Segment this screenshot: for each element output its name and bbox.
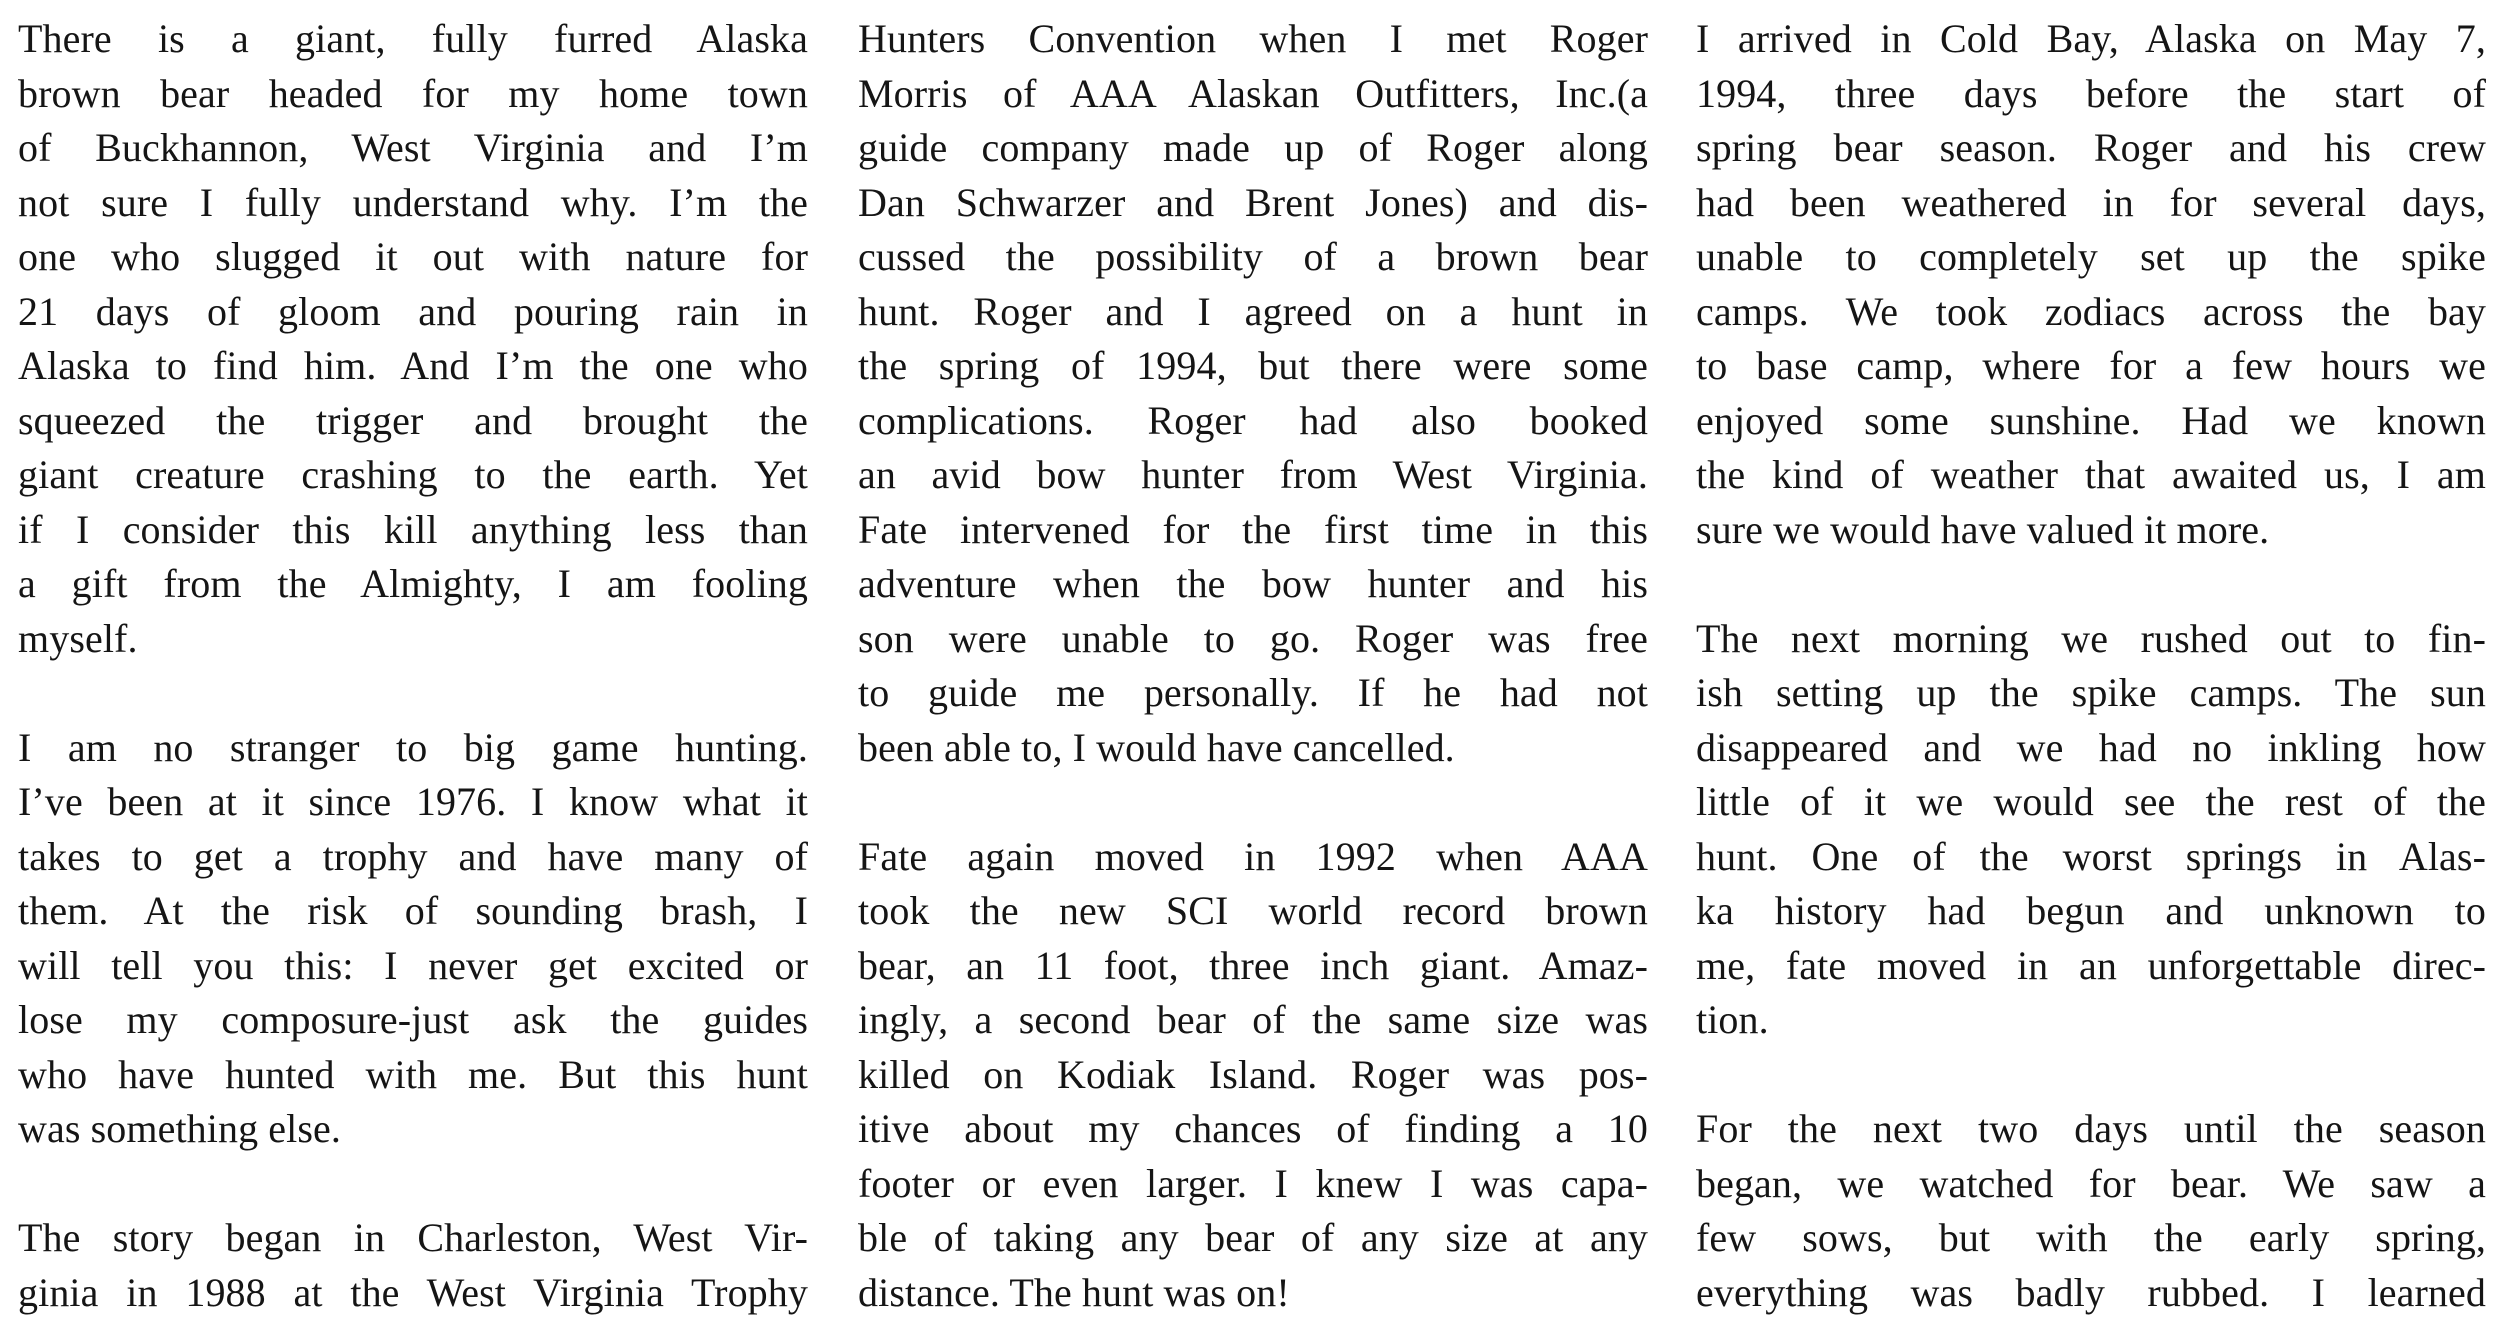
text-line: Alaska to find him. And I’m the one who <box>18 343 808 388</box>
text-line: ginia in 1988 at the West Virginia Trophy <box>18 1269 808 1315</box>
paragraph-gap <box>858 775 1648 830</box>
text-line: disappeared and we had no inkling how <box>1696 724 2486 770</box>
text-line: guide company made up of Roger along <box>858 125 1648 170</box>
text-line: took the new SCI world record brown <box>858 888 1648 933</box>
text-line: 21 days of gloom and pouring rain in <box>18 288 808 334</box>
text-line: one who slugged it out with nature for <box>18 234 808 279</box>
article-column-2 <box>858 12 1648 1332</box>
text-line: spring bear season. Roger and his crew <box>1696 125 2486 170</box>
article-column-1 <box>18 12 808 1332</box>
text-line: sure we would have valued it more. <box>1696 506 2270 552</box>
text-line: ish setting up the spike camps. The sun <box>1696 670 2486 715</box>
text-line: will tell you this: I never get excited or <box>18 942 808 988</box>
text-line: killed on Kodiak Island. Roger was pos- <box>858 1051 1648 1097</box>
text-line: giant creature crashing to the earth. Yet <box>18 452 808 497</box>
text-line: tion. <box>1696 997 1769 1042</box>
text-line: hunt. One of the worst springs in Alas- <box>1696 833 2486 879</box>
text-line: them. At the risk of sounding brash, I <box>18 888 808 933</box>
text-line: Dan Schwarzer and Brent Jones) and dis- <box>858 179 1648 225</box>
text-line: brown bear headed for my home town <box>18 70 808 116</box>
text-line: not sure I fully understand why. I’m the <box>18 179 808 225</box>
text-line: The next morning we rushed out to fin- <box>1696 615 2486 661</box>
text-line: I’ve been at it since 1976. I know what it <box>18 779 808 824</box>
text-line: complications. Roger had also booked <box>858 397 1648 443</box>
text-line: takes to get a trophy and have many of <box>18 833 808 879</box>
text-line: the spring of 1994, but there were some <box>858 343 1648 388</box>
text-line: son were unable to go. Roger was free <box>858 615 1648 661</box>
text-line: Morris of AAA Alaskan Outfitters, Inc.(a <box>858 70 1648 116</box>
text-line: little of it we would see the rest of the <box>1696 779 2486 824</box>
text-line: to guide me personally. If he had not <box>858 670 1648 715</box>
text-line: everything was badly rubbed. I learned <box>1696 1269 2486 1315</box>
text-line: There is a giant, fully furred Alaska <box>18 16 808 61</box>
text-line: myself. <box>18 615 138 661</box>
text-line: began, we watched for bear. We saw a <box>1696 1160 2486 1206</box>
text-line: I arrived in Cold Bay, Alaska on May 7, <box>1696 16 2486 61</box>
text-line: ingly, a second bear of the same size was <box>858 997 1648 1042</box>
text-line: been able to, I would have cancelled. <box>858 724 1455 770</box>
text-line: few sows, but with the early spring, <box>1696 1215 2486 1260</box>
text-line: of Buckhannon, West Virginia and I’m <box>18 125 808 170</box>
text-line: Hunters Convention when I met Roger <box>858 16 1648 61</box>
text-line: adventure when the bow hunter and his <box>858 561 1648 606</box>
text-line: ka history had begun and unknown to <box>1696 888 2486 933</box>
text-line: itive about my chances of finding a 10 <box>858 1106 1648 1151</box>
text-line: enjoyed some sunshine. Had we known <box>1696 397 2486 443</box>
text-line: an avid bow hunter from West Virginia. <box>858 452 1648 497</box>
text-line: cussed the possibility of a brown bear <box>858 234 1648 279</box>
text-line: a gift from the Almighty, I am fooling <box>18 561 808 606</box>
text-line: hunt. Roger and I agreed on a hunt in <box>858 288 1648 334</box>
text-line: distance. The hunt was on! <box>858 1269 1290 1315</box>
text-line: The story began in Charleston, West Vir- <box>18 1215 808 1260</box>
text-line: footer or even larger. I knew I was capa- <box>858 1160 1648 1206</box>
text-line: the kind of weather that awaited us, I am <box>1696 452 2486 497</box>
article-column-3 <box>1696 12 2486 1332</box>
text-line: to base camp, where for a few hours we <box>1696 343 2486 388</box>
text-line: lose my composure-just ask the guides <box>18 997 808 1042</box>
paragraph-gap <box>1696 557 2486 612</box>
text-line: For the next two days until the season <box>1696 1106 2486 1151</box>
text-line: who have hunted with me. But this hunt <box>18 1051 808 1097</box>
paragraph-gap <box>1696 1048 2486 1103</box>
text-line: was something else. <box>18 1106 341 1151</box>
text-line: squeezed the trigger and brought the <box>18 397 808 443</box>
text-line: me, fate moved in an unforgettable direc- <box>1696 942 2486 988</box>
paragraph-gap <box>18 1157 808 1212</box>
text-line: had been weathered in for several days, <box>1696 179 2486 225</box>
text-line: Fate again moved in 1992 when AAA <box>858 833 1648 879</box>
text-line: unable to completely set up the spike <box>1696 234 2486 279</box>
text-line: 1994, three days before the start of <box>1696 70 2486 116</box>
text-line: I am no stranger to big game hunting. <box>18 724 808 770</box>
text-line: ble of taking any bear of any size at any <box>858 1215 1648 1260</box>
text-line: camps. We took zodiacs across the bay <box>1696 288 2486 334</box>
paragraph-gap <box>18 666 808 721</box>
text-line: Fate intervened for the first time in this <box>858 506 1648 552</box>
text-line: if I consider this kill anything less than <box>18 506 808 552</box>
text-line: bear, an 11 foot, three inch giant. Amaz- <box>858 942 1648 988</box>
